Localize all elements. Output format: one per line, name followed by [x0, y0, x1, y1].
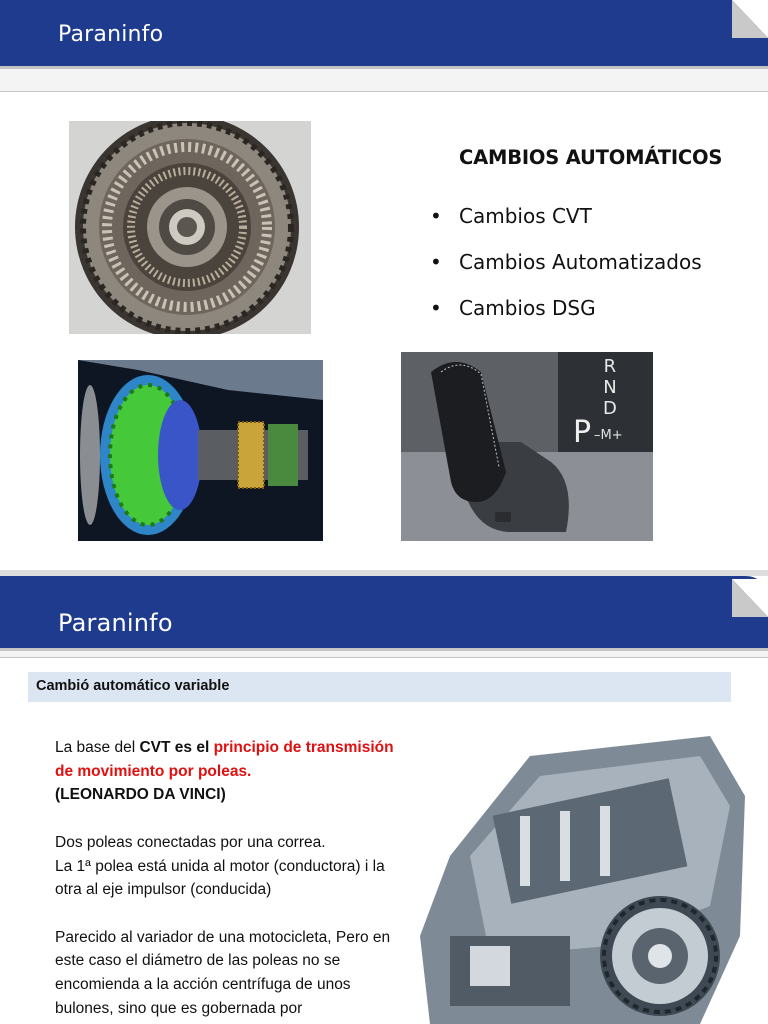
brand-logo-text: Paraninfo — [58, 22, 164, 47]
paragraph-1: La base del CVT es el principio de transmisión de movimiento por poleas. (LEONARDO DA VINCI) — [55, 739, 394, 804]
clutch-pack-image — [69, 121, 311, 334]
paragraph-2: Dos poleas conectadas por una correa. La 1ª polea está unida al motor (conductora) i la otra al eje impulsor (conducida) — [55, 833, 385, 899]
gear-d-label: D — [603, 398, 617, 419]
gear-r-label: R — [603, 356, 617, 377]
highlight-text: principio de transmisión de movimiento por poleas. — [55, 739, 394, 780]
gear-shifter-image — [401, 352, 653, 541]
transmission-cutaway-image — [78, 360, 323, 541]
gear-panel — [558, 352, 653, 452]
slide-header — [0, 576, 768, 648]
gear-p-label: P — [573, 415, 592, 450]
section-banner-text: Cambió automático variable — [36, 678, 230, 694]
body-text — [55, 736, 405, 1024]
bullet-item: • Cambios CVT — [430, 204, 592, 228]
page-fold-icon — [732, 576, 768, 620]
bullet-item: • Cambios DSG — [430, 296, 596, 320]
paragraph-3: Parecido al variador de una motocicleta, Pero en este caso el diámetro de las poleas no se encomienda a la acción centrífuga de unos bulones, sino que es gobernada por — [55, 928, 391, 1017]
slide-header — [0, 0, 768, 66]
header-rule — [0, 66, 768, 92]
bullet-text: Cambios Automatizados — [459, 250, 702, 274]
page-fold-icon — [732, 0, 768, 38]
bullet-text: Cambios CVT — [459, 204, 592, 228]
gear-manual-label: –M+ — [594, 428, 623, 443]
bullet-item: • Cambios Automatizados — [430, 250, 702, 274]
slide-title: CAMBIOS AUTOMÁTICOS — [459, 146, 723, 169]
slide-2 — [0, 576, 768, 1024]
brand-logo-text: Paraninfo — [58, 609, 173, 637]
gear-n-label: N — [603, 377, 617, 398]
bullet-text: Cambios DSG — [459, 296, 596, 320]
cvt-gearbox-image — [410, 736, 750, 1024]
section-banner — [28, 672, 731, 702]
bullet-list — [430, 204, 702, 342]
header-rule — [0, 648, 768, 658]
